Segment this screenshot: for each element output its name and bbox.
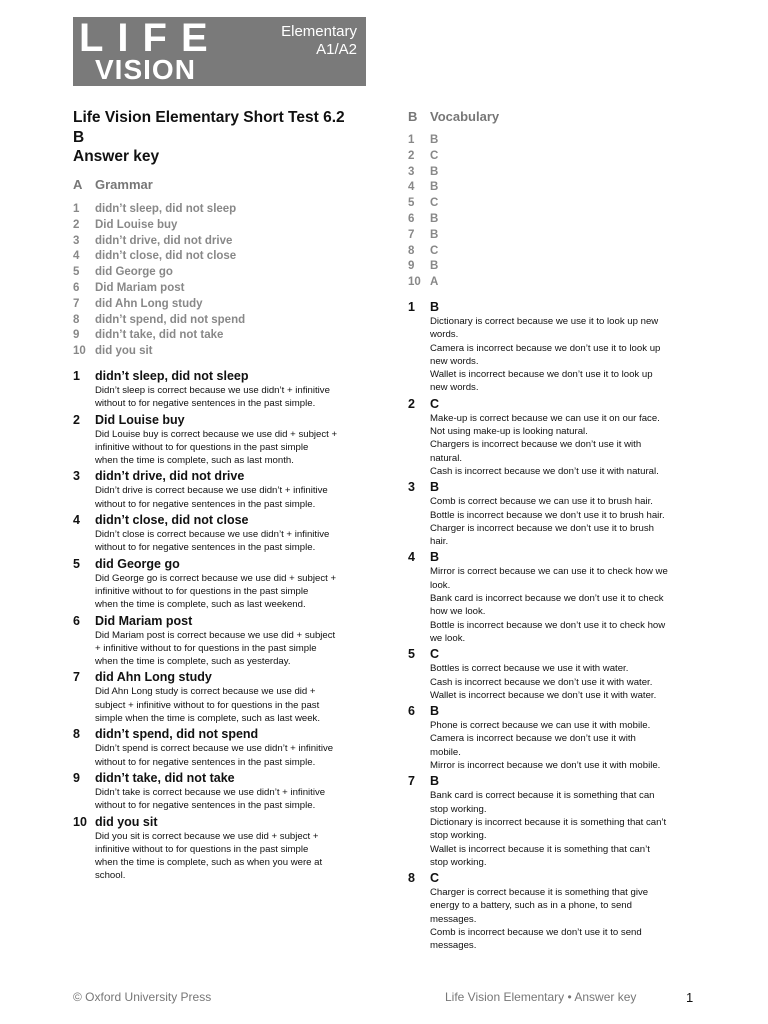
explanation-answer: B [430, 300, 440, 314]
vocabulary-explanations [408, 300, 698, 955]
explanation-line: Didn’t sleep is correct because we use didn’t + infinitive [95, 385, 330, 396]
explanation-line: Did Louise buy is correct because we use did + subject + [95, 428, 338, 440]
answer-item [408, 276, 438, 292]
explanation-line: without to for negative sentences in the past simple. [95, 542, 316, 554]
explanation-number: 7 [73, 670, 80, 685]
explanation-line: subject + infinitive without to for questions in the past [95, 699, 320, 711]
explanation-answer: did you sit [95, 814, 158, 829]
answer-number: 3 [73, 234, 80, 247]
explanation-item [408, 480, 698, 548]
explanation-number: 6 [73, 613, 80, 628]
footer-doc-title: Life Vision Elementary • Answer key [445, 990, 637, 1004]
answer-number: 9 [408, 260, 415, 273]
explanation-number: 5 [73, 556, 80, 571]
explanation-answer: didn’t sleep, did not sleep [95, 369, 249, 383]
answer-text: Did Mariam post [95, 281, 185, 294]
explanation-line: Cash is incorrect because we don’t use it with water. [430, 676, 653, 688]
explanation-line: Wallet is incorrect because it is something that can’t [430, 843, 650, 855]
explanation-answer: didn’t close, did not close [95, 513, 249, 528]
answer-number: 5 [408, 197, 415, 210]
explanation-answer: Did Louise buy [95, 412, 185, 427]
answer-text: didn’t take, did not take [95, 329, 224, 342]
answer-number: 1 [408, 134, 415, 146]
explanation-answer: B [430, 550, 440, 565]
explanation-line: mobile. [430, 746, 461, 758]
explanation-answer: B [430, 480, 440, 495]
explanation-item [408, 871, 698, 952]
explanation-line: Didn’t spend is correct because we use didn’t + infinitive [95, 743, 334, 755]
answer-number: 1 [73, 203, 80, 215]
explanation-line: when the time is complete, such as last weekend. [95, 599, 306, 611]
explanation-answer: Did Mariam post [95, 613, 193, 628]
grammar-explanations [73, 369, 363, 885]
explanation-line: without to for negative sentences in the past simple. [95, 756, 316, 768]
explanation-number: 10 [73, 814, 87, 829]
explanation-line: Camera is incorrect because we don’t use it with [430, 733, 636, 745]
answer-number: 10 [408, 276, 421, 289]
answer-number: 4 [408, 181, 415, 194]
explanation-line: + infinitive without to for questions in the past simple [95, 642, 317, 654]
page-number: 1 [686, 990, 694, 1005]
answer-text: did Ahn Long study [95, 297, 203, 310]
explanation-answer: didn’t take, did not take [95, 770, 235, 785]
level-label [281, 23, 357, 59]
answer-item [73, 329, 245, 345]
explanation-number: 8 [73, 727, 80, 742]
answer-item [408, 166, 438, 182]
answer-text: didn’t close, did not close [95, 250, 237, 263]
explanation-line: Not using make-up is looking natural. [430, 426, 588, 438]
answer-item [408, 150, 438, 166]
answer-item [73, 282, 245, 298]
explanation-line: Did Mariam post is correct because we use did + subject [95, 629, 336, 641]
explanation-line: Chargers is incorrect because we don’t use it with [430, 439, 642, 451]
explanation-answer: did Ahn Long study [95, 670, 212, 685]
answer-text: C [430, 197, 439, 210]
answer-text: Did Louise buy [95, 218, 178, 231]
explanation-line: look. [430, 579, 451, 591]
explanation-answer: C [430, 647, 440, 662]
level-line2: A1/A2 [316, 41, 357, 58]
answer-item [73, 298, 245, 314]
explanation-line: when the time is complete, such as last month. [95, 455, 294, 467]
explanation-answer: B [430, 704, 440, 719]
explanation-item [73, 771, 363, 813]
explanation-line: Bank card is correct because it is something that can [430, 790, 655, 802]
explanation-number: 3 [408, 480, 415, 495]
explanation-line: Make-up is correct because we can use it on our face. [430, 412, 660, 424]
logo-life-text: LIFE [79, 16, 222, 60]
explanation-item [73, 513, 363, 555]
explanation-item [73, 614, 363, 669]
answer-number: 5 [73, 266, 80, 279]
answer-number: 9 [73, 329, 80, 342]
explanation-item [408, 300, 698, 395]
page-title [73, 108, 373, 167]
explanation-answer: did George go [95, 556, 180, 571]
explanation-line: Bank card is incorrect because we don’t use it to check [430, 593, 664, 605]
answer-text: B [430, 134, 439, 146]
explanation-line: how we look. [430, 606, 486, 618]
explanation-line: new words. [430, 382, 479, 394]
explanation-item [408, 774, 698, 869]
answer-number: 3 [408, 165, 415, 178]
explanation-number: 4 [73, 513, 80, 528]
explanation-line: Camera is incorrect because we don’t use it to look up [430, 342, 661, 354]
answer-number: 6 [73, 281, 80, 294]
explanation-answer: C [430, 396, 440, 411]
explanation-line: words. [430, 329, 459, 341]
explanation-answer: C [430, 871, 440, 886]
answer-item [73, 235, 245, 251]
explanation-line: Didn’t drive is correct because we use didn’t + infinitive [95, 485, 328, 497]
explanation-line: Phone is correct because we can use it with mobile. [430, 720, 651, 732]
explanation-line: Comb is incorrect because we don’t use it to send [430, 926, 642, 938]
explanation-number: 9 [73, 770, 80, 785]
answer-text: B [430, 212, 439, 225]
answer-number: 4 [73, 250, 80, 263]
section-b-name: Vocabulary [430, 109, 500, 124]
explanation-line: Didn’t close is correct because we use didn’t + infinitive [95, 529, 330, 541]
answer-item [408, 134, 438, 150]
explanation-line: Did George go is correct because we use did + subject + [95, 572, 337, 584]
level-line1: Elementary [281, 23, 357, 40]
explanation-line: Cash is incorrect because we don’t use it with natural. [430, 465, 659, 477]
answer-number: 8 [408, 244, 415, 257]
explanation-item [73, 413, 363, 468]
explanation-line: natural. [430, 452, 462, 464]
answer-item [408, 197, 438, 213]
answer-item [73, 345, 245, 361]
explanation-line: messages. [430, 913, 477, 925]
answer-item [408, 260, 438, 276]
explanation-item [73, 369, 363, 411]
explanation-item [408, 550, 698, 645]
answer-item [73, 250, 245, 266]
footer-publisher: © Oxford University Press [73, 990, 212, 1004]
section-b-letter: B [408, 109, 418, 124]
explanation-line: Bottle is incorrect because we don’t use it to check how [430, 619, 666, 631]
answer-text: didn’t drive, did not drive [95, 234, 233, 247]
explanation-item [408, 704, 698, 772]
explanation-line: school. [95, 870, 126, 882]
explanation-number: 8 [408, 871, 415, 886]
explanation-line: Did you sit is correct because we use did + subject + [95, 830, 319, 842]
explanation-line: energy to a battery, such as in a phone, to send [430, 900, 632, 912]
answer-number: 7 [73, 297, 80, 310]
answer-number: 2 [73, 218, 80, 231]
explanation-line: we look. [430, 632, 466, 644]
explanation-number: 1 [73, 369, 80, 383]
explanation-line: Mirror is incorrect because we don’t use it with mobile. [430, 760, 661, 772]
explanation-line: without to for negative sentences in the past simple. [95, 498, 316, 510]
explanation-line: Comb is correct because we can use it to brush hair. [430, 496, 653, 508]
explanation-line: Didn’t take is correct because we use didn’t + infinitive [95, 786, 326, 798]
answer-text: did George go [95, 266, 173, 279]
explanation-line: Bottle is incorrect because we don’t use it to brush hair. [430, 509, 665, 521]
answer-number: 7 [408, 228, 415, 241]
explanation-line: simple when the time is complete, such as last week. [95, 713, 321, 725]
explanation-line: stop working. [430, 803, 487, 815]
explanation-line: Charger is correct because it is something that give [430, 887, 649, 899]
explanation-line: without to for negative sentences in the past simple. [95, 800, 316, 812]
explanation-number: 4 [408, 550, 415, 565]
explanation-line: stop working. [430, 856, 487, 868]
explanation-number: 3 [73, 469, 80, 484]
explanation-line: messages. [430, 940, 477, 952]
answer-item [408, 245, 438, 261]
explanation-line: infinitive without to for questions in the past simple [95, 585, 309, 597]
answer-text: C [430, 149, 439, 162]
explanation-line: Did Ahn Long study is correct because we use did + [95, 686, 316, 698]
explanation-line: when the time is complete, such as when you were at [95, 857, 323, 869]
explanation-line: Wallet is incorrect because we don’t use it to look up [430, 369, 653, 381]
explanation-answer: didn’t drive, did not drive [95, 469, 245, 484]
section-a-name: Grammar [95, 177, 153, 192]
answer-item [408, 229, 438, 245]
brand-banner [73, 17, 366, 86]
explanation-number: 5 [408, 647, 415, 662]
answer-item [73, 266, 245, 282]
answer-item [408, 213, 438, 229]
answer-number: 8 [73, 313, 80, 326]
answer-text: B [430, 260, 439, 273]
title-line3: Answer key [73, 148, 160, 165]
explanation-line: new words. [430, 355, 479, 367]
answer-text: C [430, 244, 439, 257]
answer-text: A [430, 276, 439, 289]
answer-number: 6 [408, 212, 415, 225]
explanation-line: Mirror is correct because we can use it to check how we [430, 566, 668, 578]
explanation-answer: B [430, 774, 440, 789]
explanation-line: hair. [430, 536, 449, 548]
answer-number: 10 [73, 345, 86, 358]
explanation-number: 2 [73, 412, 80, 427]
explanation-line: stop working. [430, 830, 487, 842]
logo-vision-text: VISION [95, 54, 196, 85]
explanation-number: 1 [408, 300, 415, 314]
answer-item [408, 181, 438, 197]
vocabulary-answer-list [408, 134, 438, 292]
title-line1: Life Vision Elementary Short Test 6.2 [73, 109, 345, 126]
answer-text: B [430, 165, 439, 178]
section-b-heading [408, 109, 499, 124]
explanation-line: infinitive without to for questions in the past simple [95, 843, 309, 855]
explanation-item [73, 670, 363, 725]
explanation-line: Bottles is correct because we use it with water. [430, 663, 629, 675]
explanation-line: Dictionary is correct because we use it to look up new [430, 316, 659, 327]
explanation-item [408, 397, 698, 478]
answer-text: B [430, 228, 439, 241]
explanation-item [408, 647, 698, 702]
explanation-line: Charger is incorrect because we don’t use it to brush [430, 522, 654, 534]
answer-text: did you sit [95, 345, 153, 358]
answer-item [73, 314, 245, 330]
explanation-line: infinitive without to for questions in the past simple [95, 441, 309, 453]
answer-text: didn’t spend, did not spend [95, 313, 246, 326]
title-line2: B [73, 128, 85, 146]
explanation-line: when the time is complete, such as yesterday. [95, 656, 291, 668]
explanation-item [73, 469, 363, 511]
grammar-answer-list [73, 203, 245, 361]
explanation-item [73, 815, 363, 883]
answer-item [73, 203, 245, 219]
explanation-item [73, 727, 363, 769]
explanation-number: 7 [408, 774, 415, 789]
answer-item [73, 219, 245, 235]
answer-number: 2 [408, 149, 415, 162]
explanation-item [73, 557, 363, 612]
explanation-answer: didn’t spend, did not spend [95, 727, 259, 742]
answer-text: B [430, 181, 439, 194]
explanation-line: Dictionary is incorrect because it is something that can’t [430, 816, 667, 828]
explanation-line: Wallet is incorrect because we don’t use it with water. [430, 689, 657, 701]
explanation-number: 6 [408, 704, 415, 719]
explanation-line: without to for negative sentences in the past simple. [95, 398, 316, 410]
section-a-letter: A [73, 177, 83, 192]
answer-text: didn’t sleep, did not sleep [95, 203, 237, 215]
explanation-number: 2 [408, 396, 415, 411]
section-a-heading [73, 177, 153, 192]
